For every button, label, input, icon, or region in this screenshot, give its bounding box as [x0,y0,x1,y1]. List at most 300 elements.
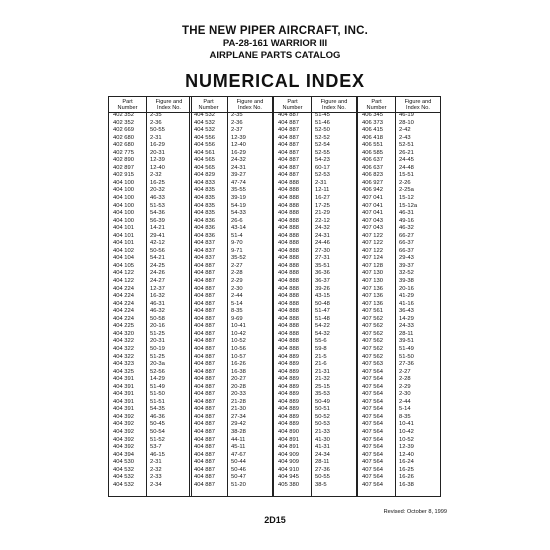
part-number-cell: 407 122 [362,240,383,247]
part-number-cell: 404 909 [278,459,299,466]
table-row [358,218,440,226]
header-line: Number [117,104,138,111]
table-row [109,233,191,241]
figure-index-cell: 50-55 [150,127,165,134]
figure-index-cell: 2-26 [399,179,411,186]
table-row [274,459,356,467]
table-row [190,120,272,128]
table-row [358,255,440,263]
figure-index-cell: 2-43 [399,134,411,141]
part-number-cell: 407 562 [362,323,383,330]
table-row [109,482,191,490]
table-row [190,187,272,195]
table-row [109,248,191,256]
table-row [274,270,356,278]
table-row [190,444,272,452]
table-row [358,142,440,150]
table-row [109,127,191,135]
part-number-cell: 404 837 [194,247,215,254]
figure-index-cell: 20-33 [231,391,246,398]
figure-index-cell: 27-30 [315,247,330,254]
table-row [190,225,272,233]
part-number-cell: 404 100 [113,187,134,194]
figure-index-cell: 21-31 [315,368,330,375]
part-number-cell: 407 041 [362,202,383,209]
part-number-cell: 404 556 [194,142,215,149]
part-number-cell: 404 391 [113,406,134,413]
header-line: Index No. [322,104,346,111]
part-number-cell: 404 102 [113,247,134,254]
figure-index-cell: 50-44 [231,459,246,466]
figure-index-cell: 51-53 [150,202,165,209]
part-number-cell: 404 887 [194,413,215,420]
table-row [274,414,356,422]
part-number-cell: 404 532 [194,119,215,126]
table-row [274,406,356,414]
table-row [190,278,272,286]
figure-index-cell: 51-25 [150,353,165,360]
figure-index-cell: 10-41 [399,421,414,428]
page-title: NUMERICAL INDEX [185,71,365,91]
figure-index-cell: 55-6 [315,338,327,345]
part-number-cell: 402 680 [113,142,134,149]
table-row [274,240,356,248]
header-line: Index No. [238,104,262,111]
table-row [190,240,272,248]
part-number-cell: 404 320 [113,330,134,337]
table-row [274,263,356,271]
part-number-cell: 404 835 [194,202,215,209]
figure-index-cell: 45-11 [231,444,246,451]
header-line: Figure and [320,98,348,105]
part-number-cell: 404 887 [278,134,299,141]
figure-index-cell: 36-36 [315,270,330,277]
part-number-cell: 404 888 [278,187,299,194]
part-number-cell: 407 564 [362,451,383,458]
table-row [109,338,191,346]
figure-index-cell: 10-56 [231,345,246,352]
figure-index-cell: 50-48 [315,300,330,307]
table-row [358,354,440,362]
figure-index-cell: 2-28 [231,270,243,277]
figure-index-cell: 8-35 [399,413,411,420]
table-row [109,459,191,467]
part-number-cell: 404 887 [194,345,215,352]
figure-index-cell: 66-37 [399,240,414,247]
part-number-cell: 404 392 [113,421,134,428]
table-row [274,338,356,346]
table-row [190,112,272,120]
figure-index-cell: 12-40 [399,451,414,458]
part-number-cell: 404 322 [113,353,134,360]
table-row [358,233,440,241]
part-number-cell: 404 829 [194,172,215,179]
part-number-cell: 407 564 [362,444,383,451]
part-number-cell: 404 888 [278,217,299,224]
table-row [274,150,356,158]
part-number-cell: 402 352 [113,112,134,118]
figure-index-cell: 24-48 [399,164,414,171]
part-number-cell: 404 532 [194,112,215,118]
table-row [358,399,440,407]
table-row [274,278,356,286]
part-number-cell: 404 104 [113,255,134,262]
table-row [358,391,440,399]
table-row [190,459,272,467]
part-number-cell: 404 836 [194,225,215,232]
part-number-cell: 404 323 [113,361,134,368]
figure-index-cell: 17-25 [315,202,330,209]
part-number-cell: 404 556 [194,134,215,141]
part-number-cell: 404 394 [113,451,134,458]
part-number-cell: 404 888 [278,255,299,262]
table-row [109,263,191,271]
table-row [190,150,272,158]
table-row [358,210,440,218]
part-number-cell: 404 887 [194,459,215,466]
table-row [190,233,272,241]
table-row [190,323,272,331]
figure-index-cell: 50-58 [150,315,165,322]
figure-index-cell: 52-50 [315,127,330,134]
table-row [358,225,440,233]
part-number-cell: 407 562 [362,353,383,360]
table-row [109,399,191,407]
figure-index-cell: 16-26 [399,474,414,481]
table-row [274,293,356,301]
figure-index-cell: 5-14 [231,300,243,307]
table-row [190,399,272,407]
table-row [109,474,191,482]
part-number-cell: 404 887 [194,481,215,488]
table-row [274,444,356,452]
part-number-cell: 404 889 [278,353,299,360]
table-row [358,195,440,203]
table-row [190,293,272,301]
part-number-header [109,99,146,111]
table-row [358,323,440,331]
figure-index-cell: 41-29 [399,293,414,300]
part-number-cell: 407 562 [362,330,383,337]
table-row [358,376,440,384]
part-number-cell: 407 130 [362,270,383,277]
figure-index-header [396,99,440,111]
part-number-cell: 407 136 [362,300,383,307]
part-number-cell: 404 891 [278,436,299,443]
figure-index-cell: 16-32 [150,293,165,300]
figure-index-cell: 24-27 [150,278,165,285]
part-number-cell: 404 888 [278,232,299,239]
figure-index-cell: 20-28 [231,383,246,390]
table-row [358,482,440,490]
table-row [190,308,272,316]
table-row [274,391,356,399]
figure-index-cell: 52-51 [399,142,414,149]
part-number-cell: 406 551 [362,142,383,149]
figure-index-cell: 16-29 [150,142,165,149]
figure-index-cell: 9-69 [231,315,243,322]
table-row [274,346,356,354]
figure-index-cell: 54-23 [315,157,330,164]
table-row [274,195,356,203]
part-number-cell: 404 887 [194,293,215,300]
part-number-cell: 404 888 [278,278,299,285]
figure-index-cell: 36-43 [399,308,414,315]
figure-index-cell: 16-25 [150,179,165,186]
part-number-cell: 407 041 [362,210,383,217]
table-row [190,421,272,429]
table-row [358,240,440,248]
table-row [274,203,356,211]
revision-date: Revised: October 8, 1999 [383,509,447,515]
table-row [274,165,356,173]
part-number-cell: 404 224 [113,293,134,300]
table-row [190,474,272,482]
part-number-cell: 407 563 [362,361,383,368]
table-row [358,165,440,173]
table-row [358,157,440,165]
header-line: Part [371,98,382,105]
figure-index-cell: 2-29 [231,278,243,285]
part-number-cell: 407 564 [362,428,383,435]
figure-index-cell: 10-42 [399,428,414,435]
part-number-cell: 407 136 [362,293,383,300]
part-number-cell: 404 532 [194,127,215,134]
part-number-cell: 404 888 [278,300,299,307]
part-number-cell: 404 101 [113,232,134,239]
figure-index-cell: 46-15 [150,451,165,458]
table-row [109,437,191,445]
figure-index-cell: 54-19 [231,202,246,209]
part-number-cell: 406 637 [362,157,383,164]
figure-index-cell: 41-30 [315,436,330,443]
part-number-cell: 404 888 [278,330,299,337]
figure-index-cell: 12-40 [150,164,165,171]
table-row [358,384,440,392]
part-number-cell: 404 889 [278,406,299,413]
table-row [109,414,191,422]
table-row [358,474,440,482]
table-row [274,127,356,135]
table-header [190,97,272,113]
part-number-cell: 404 887 [194,444,215,451]
table-row [109,406,191,414]
figure-index-cell: 20-16 [399,285,414,292]
figure-index-cell: 39-37 [399,262,414,269]
figure-index-cell: 50-45 [150,421,165,428]
figure-index-cell: 51-25 [150,330,165,337]
part-number-cell: 404 835 [194,195,215,202]
part-number-header [274,99,311,111]
table-row [190,391,272,399]
part-number-cell: 404 837 [194,255,215,262]
figure-index-cell: 46-19 [399,112,414,118]
table-row [358,361,440,369]
header-line: Figure and [236,98,264,105]
part-number-cell: 404 122 [113,278,134,285]
figure-index-cell: 39-26 [315,285,330,292]
table-row [274,437,356,445]
part-number-cell: 407 043 [362,225,383,232]
table-row [274,172,356,180]
part-number-cell: 404 836 [194,217,215,224]
table-row [274,157,356,165]
table-row [109,203,191,211]
figure-index-cell: 9-71 [231,247,243,254]
table-row [190,255,272,263]
figure-index-cell: 50-52 [315,413,330,420]
part-number-cell: 406 637 [362,164,383,171]
figure-index-cell: 20-32 [150,187,165,194]
figure-index-cell: 44-11 [231,436,246,443]
figure-index-cell: 46-32 [150,308,165,315]
part-number-cell: 404 888 [278,270,299,277]
part-number-cell: 402 890 [113,157,134,164]
header-line: Figure and [404,98,432,105]
table-row [190,482,272,490]
figure-index-cell: 35-55 [231,187,246,194]
figure-index-cell: 2-25a [399,187,414,194]
table-row [190,165,272,173]
table-row [190,157,272,165]
part-number-cell: 407 130 [362,278,383,285]
figure-index-cell: 2-27 [399,368,411,375]
part-number-cell: 407 564 [362,421,383,428]
table-row [190,210,272,218]
part-number-cell: 404 887 [278,142,299,149]
part-number-cell: 404 910 [278,466,299,473]
table-row [109,467,191,475]
part-number-cell: 404 887 [194,466,215,473]
table-row [358,127,440,135]
table-row [274,248,356,256]
figure-index-cell: 28-11 [399,330,414,337]
part-number-cell: 402 680 [113,134,134,141]
figure-index-cell: 54-32 [315,330,330,337]
part-number-cell: 404 888 [278,315,299,322]
table-row [190,384,272,392]
table-row [109,120,191,128]
header-line: Index No. [406,104,430,111]
table-row [109,225,191,233]
part-number-cell: 404 837 [194,240,215,247]
part-number-cell: 404 945 [278,474,299,481]
figure-index-cell: 12-37 [150,285,165,292]
part-number-cell: 404 887 [278,157,299,164]
figure-index-cell: 47-74 [231,179,246,186]
figure-index-cell: 39-19 [231,195,246,202]
figure-index-cell: 51-20 [231,481,246,488]
figure-index-cell: 27-31 [315,255,330,262]
part-number-cell: 407 561 [362,308,383,315]
figure-index-cell: 16-24 [399,459,414,466]
part-number-cell: 404 887 [194,383,215,390]
catalog-subtitle: AIRPLANE PARTS CATALOG [209,50,341,61]
catalog-aircraft-model: PA-28-161 WARRIOR III [222,38,328,49]
table-row [274,120,356,128]
table-row [358,369,440,377]
figure-index-cell: 46-36 [150,413,165,420]
table-row [109,150,191,158]
part-number-cell: 404 887 [278,149,299,156]
figure-index-cell: 49-16 [399,217,414,224]
figure-index-cell: 8-35 [231,308,243,315]
figure-index-cell: 52-54 [315,142,330,149]
table-row [109,270,191,278]
figure-index-cell: 60-17 [315,164,330,171]
part-number-cell: 402 915 [113,172,134,179]
part-number-cell: 404 224 [113,285,134,292]
table-row [109,323,191,331]
table-row [358,112,440,120]
figure-index-cell: 22-12 [315,217,330,224]
part-number-cell: 407 564 [362,459,383,466]
part-number-cell: 406 585 [362,149,383,156]
figure-index-cell: 2-35 [231,112,243,118]
part-number-cell: 404 565 [194,164,215,171]
table-row [358,203,440,211]
part-number-cell: 404 887 [194,308,215,315]
figure-index-cell: 50-56 [150,247,165,254]
figure-index-cell: 9-70 [231,240,243,247]
figure-index-cell: 24-31 [315,232,330,239]
part-number-cell: 404 887 [194,376,215,383]
part-number-cell: 404 833 [194,179,215,186]
part-number-cell: 404 392 [113,444,134,451]
part-number-cell: 404 890 [278,428,299,435]
table-row [190,248,272,256]
part-number-cell: 404 100 [113,217,134,224]
header-line: Number [366,104,387,111]
table-row [109,240,191,248]
table-body [109,112,191,489]
part-number-cell: 404 887 [194,323,215,330]
part-number-cell: 407 562 [362,338,383,345]
figure-index-cell: 12-39 [150,157,165,164]
table-row [190,195,272,203]
figure-index-cell: 56-39 [150,217,165,224]
figure-index-cell: 50-47 [231,474,246,481]
part-number-cell: 407 564 [362,391,383,398]
figure-index-cell: 59-8 [315,345,327,352]
table-header [358,97,440,113]
table-row [109,369,191,377]
part-number-cell: 404 325 [113,368,134,375]
part-number-cell: 404 887 [278,119,299,126]
part-number-cell: 404 392 [113,436,134,443]
table-row [274,369,356,377]
figure-index-cell: 21-6 [315,361,327,368]
part-number-cell: 406 942 [362,187,383,194]
table-row [274,218,356,226]
table-row [358,467,440,475]
part-number-cell: 404 835 [194,187,215,194]
part-number-cell: 407 564 [362,368,383,375]
part-number-cell: 407 564 [362,436,383,443]
figure-index-cell: 50-51 [315,406,330,413]
figure-index-cell: 50-49 [315,398,330,405]
part-number-cell: 407 564 [362,398,383,405]
figure-index-cell: 2-30 [231,285,243,292]
table-row [109,210,191,218]
figure-index-cell: 2-31 [315,179,327,186]
part-number-cell: 404 101 [113,225,134,232]
table-row [190,346,272,354]
part-number-cell: 407 122 [362,247,383,254]
part-number-cell: 404 322 [113,338,134,345]
part-number-cell: 404 888 [278,323,299,330]
figure-index-cell: 50-53 [315,421,330,428]
